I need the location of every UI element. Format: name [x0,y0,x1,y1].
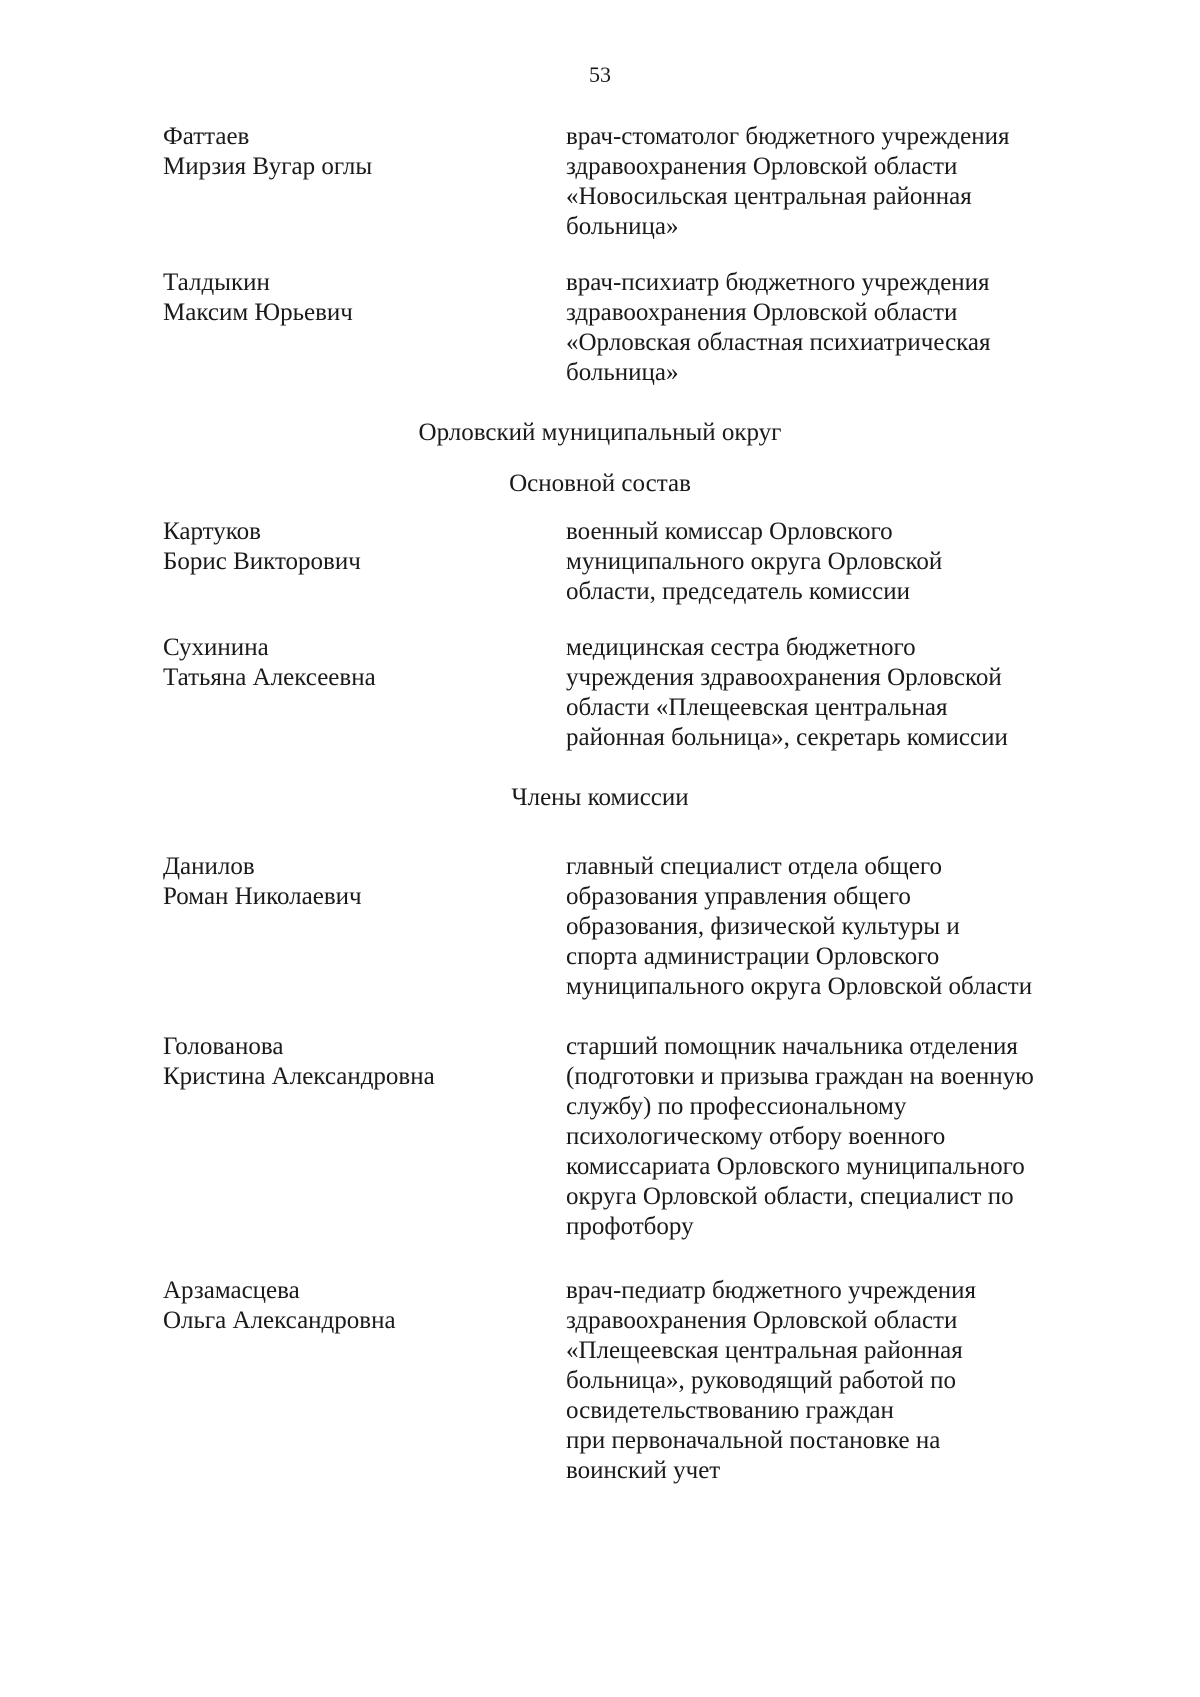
role-line: военный комиссар Орловского [566,518,893,545]
role-line: больница», руководящий работой по [566,1367,957,1394]
person-name [163,852,523,912]
role-line: психологическому отбору военного [566,1123,946,1150]
given-names: Роман Николаевич [163,883,362,910]
section-title: Орловский муниципальный округ [418,419,782,446]
role-line: освидетельствованию граждан [566,1397,894,1424]
surname: Сухинина [163,634,269,661]
person-name [163,633,523,693]
role-line: образования, физической культуры и [566,913,960,940]
given-names: Татьяна Алексеевна [163,664,376,691]
role-line: старший помощник начальника отделения [566,1033,1018,1060]
role-line: главный специалист отдела общего [566,853,943,880]
role-line: муниципального округа Орловской [566,548,943,575]
given-names: Мирзия Вугар оглы [163,153,373,180]
role-line: (подготовки и призыва граждан на военную [566,1063,1034,1090]
page-number: 53 [589,62,611,87]
person-name [163,517,523,577]
given-names: Максим Юрьевич [163,299,353,326]
role-line: округа Орловской области, специалист по [566,1183,1014,1210]
person-name [163,122,523,182]
role-line: муниципального округа Орловской области [566,973,1033,1000]
person-role [566,517,1126,607]
role-line: здравоохранения Орловской области [566,153,958,180]
role-line: воинский учет [566,1457,721,1484]
person-role [566,1032,1126,1242]
surname: Картуков [163,518,261,545]
role-line: службу) по профессиональному [566,1093,907,1120]
role-line: здравоохранения Орловской области [566,1307,958,1334]
role-line: врач-стоматолог бюджетного учреждения [566,123,1010,150]
role-line: учреждения здравоохранения Орловской [566,664,1002,691]
surname: Голованова [163,1033,284,1060]
role-line: «Новосильская центральная районная [566,183,972,210]
person-name [163,1276,523,1336]
surname: Арзамасцева [163,1277,300,1304]
role-line: районная больница», секретарь комиссии [566,724,1008,751]
person-role [566,852,1126,1002]
role-line: при первоначальной постановке на [566,1427,941,1454]
role-line: профотбору [566,1213,694,1240]
person-name [163,1032,523,1092]
role-line: больница» [566,213,679,240]
main-composition-title: Основной состав [509,470,691,497]
given-names: Ольга Александровна [163,1307,396,1334]
role-line: спорта администрации Орловского [566,943,940,970]
person-role [566,633,1126,753]
surname: Фаттаев [163,123,250,150]
role-line: области, председатель комиссии [566,578,910,605]
members-title: Члены комиссии [511,784,689,811]
person-role [566,1276,1126,1486]
surname: Талдыкин [163,269,270,296]
role-line: больница» [566,359,679,386]
person-role [566,268,1126,388]
role-line: комиссариата Орловского муниципального [566,1153,1025,1180]
surname: Данилов [163,853,255,880]
given-names: Кристина Александровна [163,1063,435,1090]
person-name [163,268,523,328]
role-line: врач-психиатр бюджетного учреждения [566,269,990,296]
given-names: Борис Викторович [163,548,361,575]
role-line: «Орловская областная психиатрическая [566,329,991,356]
role-line: образования управления общего [566,883,911,910]
role-line: «Плещеевская центральная районная [566,1337,963,1364]
role-line: здравоохранения Орловской области [566,299,958,326]
person-role [566,122,1126,242]
role-line: области «Плещеевская центральная [566,694,948,721]
role-line: медицинская сестра бюджетного [566,634,916,661]
role-line: врач-педиатр бюджетного учреждения [566,1277,977,1304]
